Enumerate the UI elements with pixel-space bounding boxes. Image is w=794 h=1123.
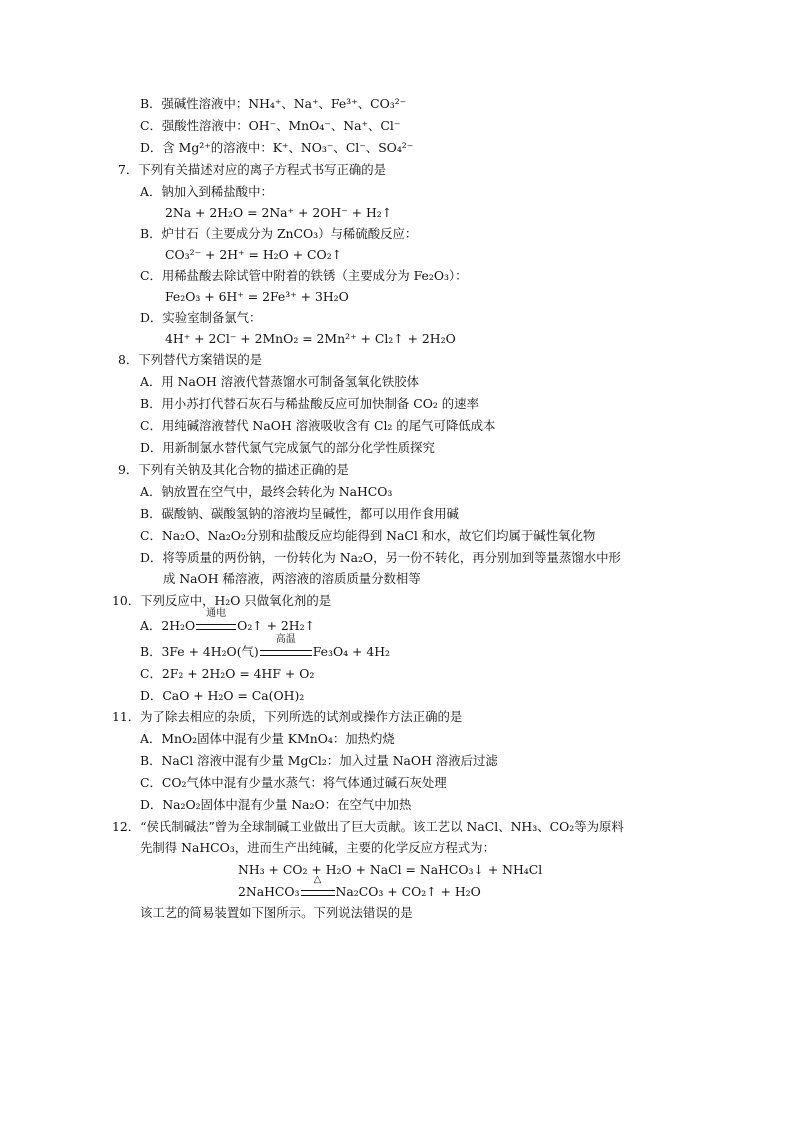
q12-equation-2	[238, 874, 481, 900]
option-d-mg-solution: D．含 Mg²⁺的溶液中：K⁺、NO₃⁻、Cl⁻、SO₄²⁻	[140, 140, 414, 155]
q7-option-d: D．实验室制备氯气：	[140, 310, 262, 325]
q8-option-d: D．用新制氯水替代氯气完成氯气的部分化学性质探究	[140, 440, 435, 455]
q9-option-b: B．碳酸钠、碳酸氢钠的溶液均呈碱性，都可以用作食用碱	[140, 506, 459, 521]
q9-option-d: D．将等质量的两份钠，一份转化为 Na₂O，另一份不转化，再分别加到等量蒸馏水中形	[140, 550, 621, 565]
q10b-condition-text: 高温	[275, 634, 296, 645]
q7-option-b-equation: CO₃²⁻ + 2H⁺ = H₂O + CO₂↑	[165, 247, 343, 262]
q7-option-a: A．钠加入到稀盐酸中：	[140, 184, 273, 199]
q11-option-d: D．Na₂O₂固体中混有少量 Na₂O：在空气中加热	[140, 797, 412, 812]
q7-option-c: C．用稀盐酸去除试管中附着的铁锈（主要成分为 Fe₂O₃）：	[140, 268, 468, 283]
q12eq2-condition-text: △	[313, 874, 322, 885]
question-7: 7．下列有关描述对应的离子方程式书写正确的是	[118, 162, 387, 177]
q10b-product: Fe₃O₄ + 4H₂	[312, 644, 391, 659]
q10-option-a	[140, 608, 315, 634]
q10a-product: O₂↑ + 2H₂↑	[237, 618, 315, 633]
q8-option-a: A．用 NaOH 溶液代替蒸馏水可制备氢氧化铁胶体	[140, 374, 420, 389]
option-c-strong-acid: C．强酸性溶液中：OH⁻、MnO₄⁻、Na⁺、Cl⁻	[140, 118, 401, 133]
q7-option-b: B．炉甘石（主要成分为 ZnCO₃）与稀硫酸反应：	[140, 226, 418, 241]
question-12-prompt: 该工艺的简易装置如下图所示。下列说法错误的是	[140, 905, 413, 920]
q11-option-c: C．CO₂气体中混有少量水蒸气：将气体通过碱石灰处理	[140, 775, 447, 790]
q8-option-b: B．用小苏打代替石灰石与稀盐酸反应可加快制备 CO₂ 的速率	[140, 396, 479, 411]
q9-option-d-continued: 成 NaOH 稀溶液，两溶液的溶质质量分数相等	[163, 571, 421, 586]
q12-equation-1: NH₃ + CO₂ + H₂O + NaCl = NaHCO₃↓ + NH₄Cl	[238, 862, 543, 877]
q7-option-c-equation: Fe₂O₃ + 6H⁺ = 2Fe³⁺ + 3H₂O	[165, 289, 349, 304]
question-9: 9．下列有关钠及其化合物的描述正确的是	[118, 462, 349, 477]
q11-option-b: B．NaCl 溶液中混有少量 MgCl₂：加入过量 NaOH 溶液后过滤	[140, 753, 498, 768]
question-10: 10．下列反应中，H₂O 只做氧化剂的是	[112, 593, 332, 608]
q11-option-a: A．MnO₂固体中混有少量 KMnO₄：加热灼烧	[140, 731, 395, 746]
question-12: 12．“侯氏制碱法”曾为全球制碱工业做出了巨大贡献。该工艺以 NaCl、NH₃、CO₂等为原料	[112, 819, 624, 834]
q12eq2-reactant: 2NaHCO₃	[238, 884, 300, 899]
q10a-reactant: A．2H₂O	[140, 618, 196, 633]
q7-option-a-equation: 2Na + 2H₂O = 2Na⁺ + 2OH⁻ + H₂↑	[165, 205, 393, 220]
q7-option-d-equation: 4H⁺ + 2Cl⁻ + 2MnO₂ = 2Mn²⁺ + Cl₂↑ + 2H₂O	[165, 331, 456, 346]
q10a-condition-text: 通电	[206, 608, 227, 619]
question-8: 8．下列替代方案错误的是	[118, 352, 263, 367]
question-12-continued: 先制得 NaHCO₃，进而生产出纯碱，主要的化学反应方程式为：	[140, 840, 495, 855]
q10-option-d: D．CaO + H₂O = Ca(OH)₂	[140, 688, 305, 703]
q10-option-c: C．2F₂ + 2H₂O = 4HF + O₂	[140, 666, 315, 681]
q10b-reactant: B．3Fe + 4H₂O(气)	[140, 644, 259, 659]
q12eq2-product: Na₂CO₃ + CO₂↑ + H₂O	[335, 884, 481, 899]
q10a-condition-arrow	[196, 608, 236, 634]
q12eq2-condition-arrow	[301, 874, 335, 900]
option-b-strong-base: B．强碱性溶液中：NH₄⁺、Na⁺、Fe³⁺、CO₃²⁻	[140, 96, 407, 111]
q9-option-a: A．钠放置在空气中，最终会转化为 NaHCO₃	[140, 484, 393, 499]
q10b-condition-arrow	[260, 634, 312, 660]
q8-option-c: C．用纯碱溶液替代 NaOH 溶液吸收含有 Cl₂ 的尾气可降低成本	[140, 418, 496, 433]
question-11: 11．为了除去相应的杂质，下列所选的试剂或操作方法正确的是	[112, 709, 463, 724]
q9-option-c: C．Na₂O、Na₂O₂分别和盐酸反应均能得到 NaCl 和水，故它们均属于碱性氧化物	[140, 528, 596, 543]
q10-option-b	[140, 634, 391, 660]
